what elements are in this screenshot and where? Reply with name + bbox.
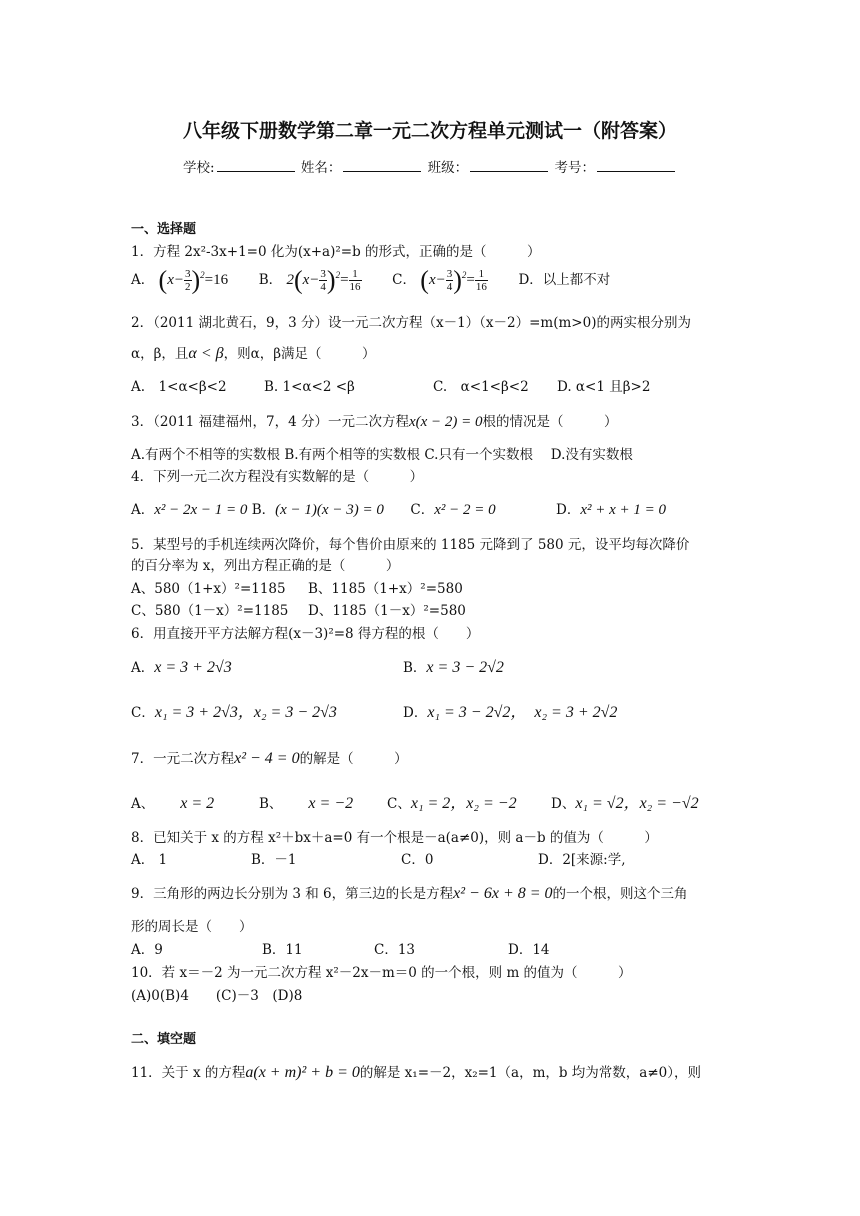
question-4: 4．下列一元二次方程没有实数解的是（ ） [131,469,424,485]
question-7: 7．一元二次方程x² − 4 = 0的解是（ ） [131,750,408,767]
q10-options: (A)0(B)4 (C)－3 (D)8 [131,988,303,1004]
q9-option-c: C．13 [374,942,416,958]
question-5-line-1: 5．某型号的手机连续两次降价，每个售价由原来的 1185 元降到了 580 元，设平均每次降价 [131,537,690,553]
q2-inequality: α < β [188,345,224,362]
q6-option-b: x = 3 − 2√2 [426,659,504,676]
q7-option-c-wrap: C、x₁ = 2，x₂ = −2 [387,795,517,812]
name-label: 姓名： [300,160,342,176]
question-6: 6．用直接开平方法解方程(x－3)²=8 得方程的根（ ） [131,626,480,642]
q1-option-c-label: C． [392,272,416,288]
question-5-line-2: 的百分率为 x，列出方程正确的是（ ） [131,558,400,574]
q4-options: A．x² − 2x − 1 = 0 B．(x − 1)(x − 3) = 0 C．x² − 2 = 0 [131,502,496,518]
q6-option-b-wrap: B．x = 3 − 2√2 [403,659,504,676]
q9-option-b: B．11 [262,942,303,958]
q7-option-d-wrap: D、x₁ = √2，x₂ = −√2 [551,795,699,812]
question-10: 10．若 x＝－2 为一元二次方程 x²－2x－m＝0 的一个根，则 m 的值为（ ） [131,965,632,981]
q7-equation: x² − 4 = 0 [234,750,300,767]
question-1-options [131,266,610,293]
document-title: 八年级下册数学第二章一元二次方程单元测试一（附答案） [182,120,677,142]
q5-option-b: B、1185（1+x）²=580 [308,581,463,597]
q9-option-d: D．14 [508,942,550,958]
student-info-line [0,156,860,176]
q5-option-c: C、580（1－x）²=1185 [131,603,289,619]
q6-option-a: x = 3 + 2√3 [154,659,232,676]
q2-option-a: A. 1<α<β<2 [131,379,227,395]
q1-option-b-label: B． [258,272,283,288]
q8-option-a: A． 1 [131,852,168,868]
q2-option-c: C. α<1<β<2 [433,379,529,395]
class-blank[interactable] [470,158,548,172]
q7-option-b: x = −2 [308,795,354,812]
q6-option-d-wrap: D．x₁ = 3 − 2√2， x₂ = 3 + 2√2 [403,704,618,721]
q6-option-c: x₁ = 3 + 2√3，x₂ = 3 − 2√3 [154,704,337,721]
name-blank[interactable] [343,158,421,172]
q3-options: A.有两个不相等的实数根 B.有两个相等的实数根 C.只有一个实数根 D.没有实数根 [131,447,633,463]
q1-option-a-formula: (x− $\frac{3}{2}$ )$^2$=16 [158,265,229,295]
q7-option-b-wrap: B、 x = −2 [259,795,354,812]
q3-equation: x(x − 2) = 0 [408,414,483,430]
q2-option-b: B. 1<α<2 <β [264,379,355,395]
q1-option-a-label: A． [131,272,155,288]
q7-option-a: x = 2 [180,795,215,812]
q6-option-a-wrap: A．x = 3 + 2√3 [131,659,232,676]
question-2-line-1: 2．（2011 湖北黄石，9，3 分）设一元二次方程（x－1）（x－2）=m(m>0)的两实根分别为 [131,315,691,331]
class-label: 班级： [427,160,469,176]
q4-option-d-wrap: D．x² + x + 1 = 0 [556,502,667,518]
q6-option-c-wrap: C．x₁ = 3 + 2√3，x₂ = 3 − 2√3 [131,704,337,721]
q5-option-d: D、1185（1－x）²=580 [308,603,466,619]
q1-option-c-formula: (x− $\frac{3}{4}$ )$^2$= $\frac{1}{16}$ [420,265,487,295]
question-8: 8．已知关于 x 的方程 x²＋bx＋a=0 有一个根是－a(a≠0)，则 a－b 的值为（ ） [131,830,658,846]
q8-option-d: D．2[来源:学, [538,852,626,868]
q8-option-c: C．0 [401,852,434,868]
q11-equation: a(x + m)² + b = 0 [245,1064,360,1081]
question-1: 1．方程 2x²-3x+1=0 化为(x+a)²=b 的形式，正确的是（ ） [131,244,541,260]
q4-option-b: (x − 1)(x − 3) = 0 [275,502,384,518]
number-label: 考号： [554,160,595,176]
q7-option-a-wrap: A、 x = 2 [131,795,215,812]
school-blank[interactable] [217,158,295,172]
section-heading-choice: 一、选择题 [131,222,197,237]
q9-option-a: A．9 [131,942,163,958]
question-2-line-2: α，β，且α < β，则α，β满足（ ） [131,345,376,362]
q7-option-d: x₁ = √2，x₂ = −√2 [575,795,699,812]
q1-option-b-formula: 2(x− $\frac{3}{4}$ )$^2$= $\frac{1}{16}$ [286,265,361,295]
question-11: 11．关于 x 的方程a(x + m)² + b = 0的解是 x₁=－2，x₂=1（a，m，b 均为常数，a≠0），则 [131,1064,701,1081]
q4-option-a: x² − 2x − 1 = 0 [154,502,248,518]
question-3: 3．（2011 福建福州，7，4 分）一元二次方程x(x − 2) = 0根的情况是（ ） [131,414,618,430]
question-9-line-1: 9．三角形的两边长分别为 3 和 6，第三边的长是方程x² − 6x + 8 = 0的一个根，则这个三角 [131,885,688,902]
q1-option-d: D．以上都不对 [518,272,611,288]
number-blank[interactable] [597,158,675,172]
q4-option-d: x² + x + 1 = 0 [580,502,667,518]
q2-option-d: D. α<1 且β>2 [557,379,651,395]
q7-option-c: x₁ = 2，x₂ = −2 [410,795,517,812]
question-9-line-2: 形的周长是（ ） [131,919,253,935]
q6-option-d: x₁ = 3 − 2√2， x₂ = 3 + 2√2 [427,704,618,721]
q5-option-a: A、580（1+x）²=1185 [131,581,286,597]
school-label: 学校: [183,160,215,176]
q4-option-c: x² − 2 = 0 [434,502,496,518]
q8-option-b: B．－1 [251,852,297,868]
section-heading-fill: 二、填空题 [131,1032,197,1047]
q9-equation: x² − 6x + 8 = 0 [453,885,553,902]
